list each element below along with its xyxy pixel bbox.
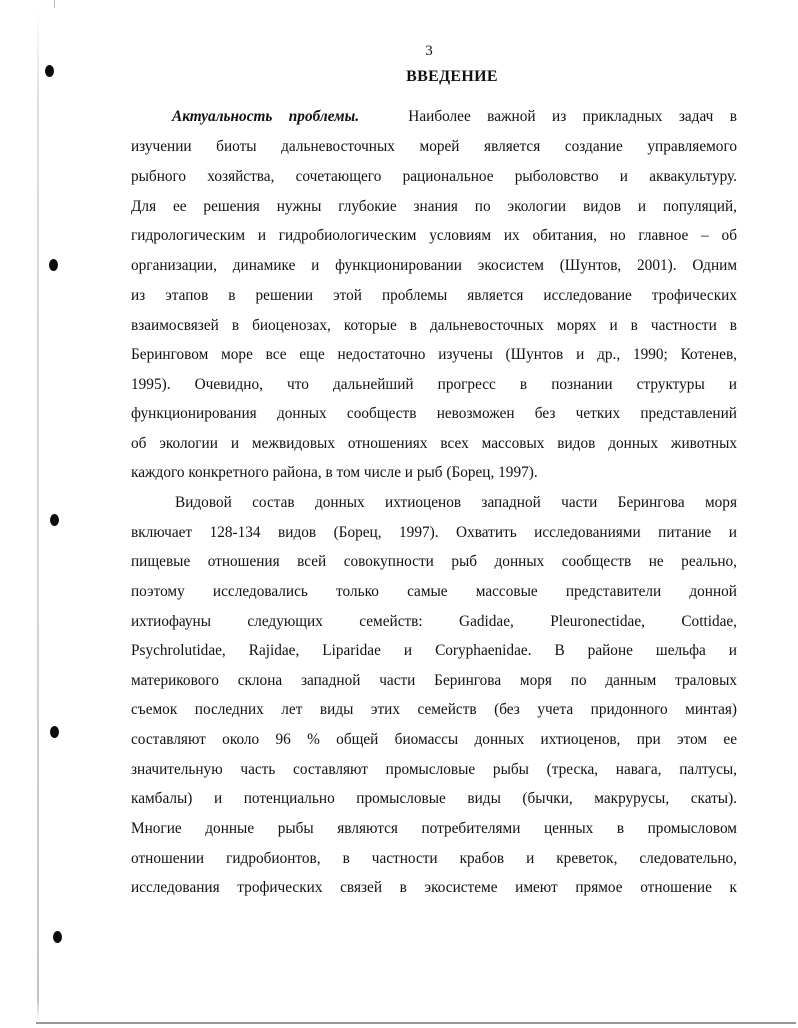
paragraph-line: составляют около 96 % общей биомассы донных ихтиоценов, при этом ее [131, 731, 737, 748]
page-title: ВВЕДЕНИЕ [406, 68, 498, 85]
punch-hole [50, 726, 59, 738]
paragraph-line: отношении гидробионтов, в частности крабов и креветок, следовательно, [131, 850, 737, 867]
paragraph-line [172, 106, 737, 128]
scan-edge-bottom [36, 1022, 796, 1024]
paragraph-line: об экологии и межвидовых отношениях всех массовых видов донных животных [131, 435, 737, 452]
paragraph-line: каждого конкретного района, в том числе и рыб (Борец, 1997). [131, 464, 538, 481]
paragraph-line: организации, динамике и функционировании экосистем (Шунтов, 2001). Одним [131, 257, 737, 274]
paragraph-line: Видовой состав донных ихтиоценов западной части Берингова моря [175, 494, 737, 511]
paragraph-line: ихтиофауны следующих семейств: Gadidae, Pleuronectidae, Cottidae, [131, 613, 737, 630]
paragraph-line: функционирования донных сообществ невозможен без четких представлений [131, 405, 737, 422]
paragraph-text: Наиболее важной из прикладных задач в [408, 108, 737, 125]
section-heading: Актуальность проблемы. [172, 108, 360, 125]
paragraph-line: камбалы) и потенциально промысловые виды (бычки, макрурусы, скаты). [131, 790, 737, 807]
paragraph-line: материкового склона западной части Берингова моря по данным траловых [131, 672, 737, 689]
punch-hole [53, 931, 62, 943]
punch-hole [49, 259, 58, 271]
punch-hole [50, 514, 59, 526]
paragraph-line: гидрологическим и гидробиологическим условиям их обитания, но главное – об [131, 227, 737, 244]
paragraph-line: значительную часть составляют промысловые рыбы (треска, навага, палтусы, [131, 761, 737, 778]
paragraph-line: 1995). Очевидно, что дальнейший прогресс в познании структуры и [131, 376, 737, 393]
paragraph-line: Многие донные рыбы являются потребителями ценных в промысловом [131, 820, 737, 837]
paragraph-line: съемок последних лет виды этих семейств (без учета придонного минтая) [131, 701, 737, 718]
paragraph-line: Беринговом море все еще недостаточно изучены (Шунтов и др., 1990; Котенев, [131, 346, 737, 363]
paragraph-line: из этапов в решении этой проблемы является исследование трофических [131, 287, 737, 304]
paragraph-line: изучении биоты дальневосточных морей является создание управляемого [131, 138, 737, 155]
paragraph-line: пищевые отношения всей совокупности рыб донных сообществ не реально, [131, 553, 737, 570]
paragraph-line: Psychrolutidae, Rajidae, Liparidae и Coryphaenidae. В районе шельфа и [131, 642, 737, 659]
page-number: 3 [425, 43, 433, 59]
paragraph-line: включает 128-134 видов (Борец, 1997). Охватить исследованиями питание и [131, 524, 737, 541]
paragraph-line: взаимосвязей в биоценозах, которые в дальневосточных морях и в частности в [131, 317, 737, 334]
paragraph-line: исследования трофических связей в экосистеме имеют прямое отношение к [131, 879, 737, 896]
scan-mark-top [54, 0, 55, 8]
scan-edge-left [37, 8, 39, 1020]
paragraph-line: Для ее решения нужны глубокие знания по экологии видов и популяций, [131, 198, 737, 215]
paragraph-line: поэтому исследовались только самые массовые представители донной [131, 583, 737, 600]
paragraph-line: рыбного хозяйства, сочетающего рациональное рыболовство и аквакультуру. [131, 168, 737, 185]
